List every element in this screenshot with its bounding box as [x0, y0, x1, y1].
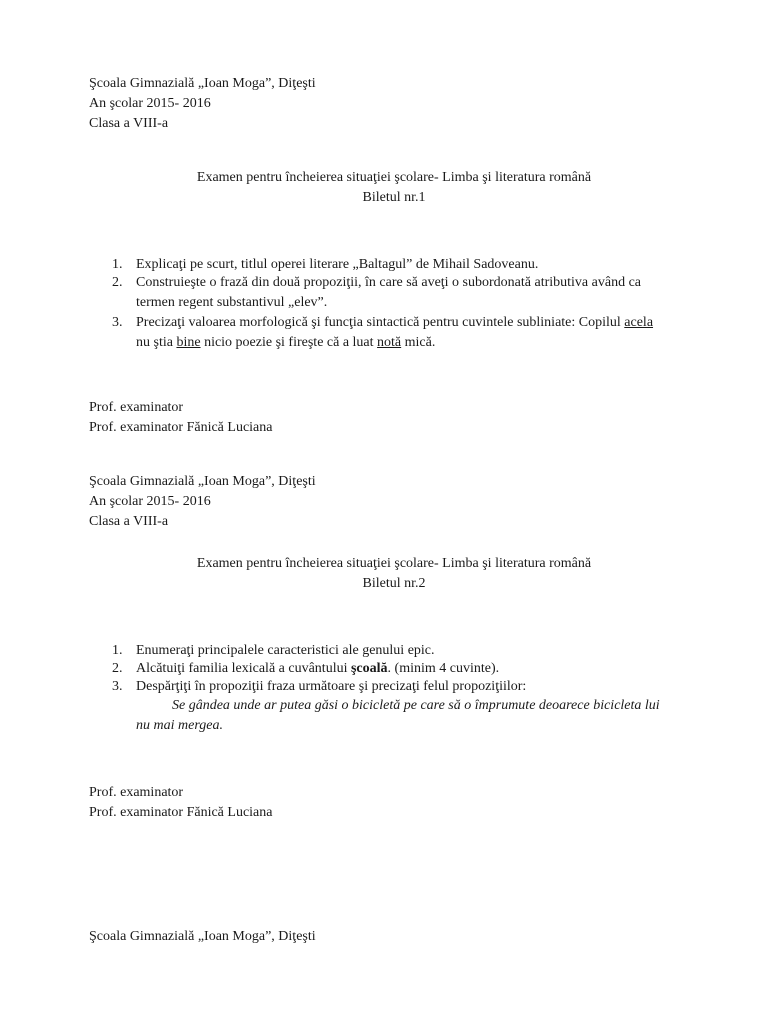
question-text-part: mică. [401, 335, 436, 350]
examiner-name: Prof. examinator Fănică Luciana [89, 420, 273, 435]
question-number: 3. [112, 315, 123, 330]
school-name: Şcoala Gimnazială „Ioan Moga”, Diţeşti [89, 76, 316, 91]
exam-title: Examen pentru încheierea situaţiei şcolare- Limba şi literatura română [196, 170, 592, 185]
underlined-word: bine [176, 335, 201, 350]
question-text-part: nicio poezie şi fireşte că a luat [200, 335, 378, 350]
question-text: Construieşte o frază din două propoziţii, în care să aveţi o subordonată atributiva având ca [136, 275, 641, 290]
question-text-continued: termen regent substantivul „elev”. [136, 295, 328, 310]
ticket-number: Biletul nr.1 [362, 190, 426, 205]
examiner-label: Prof. examinator [89, 785, 184, 800]
question-text [136, 313, 653, 333]
question-number: 2. [112, 661, 123, 676]
question-text-continued [136, 333, 435, 353]
examiner-name: Prof. examinator Fănică Luciana [89, 805, 273, 820]
exam-title: Examen pentru încheierea situaţiei şcolare- Limba şi literatura română [196, 556, 592, 571]
italic-sentence-continued: nu mai mergea. [136, 718, 223, 733]
ticket-number: Biletul nr.2 [362, 576, 426, 591]
question-text [136, 659, 499, 679]
question-number: 1. [112, 643, 123, 658]
bold-word: şcoală [350, 661, 388, 676]
question-text: Despărţiţi în propoziţii fraza următoare şi precizaţi felul propoziţiilor: [136, 679, 527, 694]
school-name: Şcoala Gimnazială „Ioan Moga”, Diţeşti [89, 929, 316, 944]
question-text-part: Alcătuiţi familia lexicală a cuvântului [136, 661, 351, 676]
underlined-word: notă [377, 335, 402, 350]
question-text: Enumeraţi principalele caracteristici ale genului epic. [136, 643, 435, 658]
question-number: 1. [112, 257, 123, 272]
examiner-label: Prof. examinator [89, 400, 184, 415]
question-text-part: Precizaţi valoarea morfologică şi funcţia sintactică pentru cuvintele subliniate: Copilul [136, 315, 625, 330]
class-name: Clasa a VIII-a [89, 514, 169, 529]
school-year: An şcolar 2015- 2016 [89, 494, 211, 509]
question-text: Explicaţi pe scurt, titlul operei literare „Baltagul” de Mihail Sadoveanu. [136, 257, 539, 272]
question-number: 3. [112, 679, 123, 694]
class-name: Clasa a VIII-a [89, 116, 169, 131]
underlined-word: acela [624, 315, 654, 330]
school-year: An şcolar 2015- 2016 [89, 96, 211, 111]
italic-sentence: Se gândea unde ar putea găsi o bicicletă pe care să o împrumute deoarece bicicleta lui [172, 698, 660, 713]
school-name: Şcoala Gimnazială „Ioan Moga”, Diţeşti [89, 474, 316, 489]
question-text-part: . (minim 4 cuvinte). [387, 661, 500, 676]
question-text-part: nu ştia [136, 335, 177, 350]
question-number: 2. [112, 275, 123, 290]
